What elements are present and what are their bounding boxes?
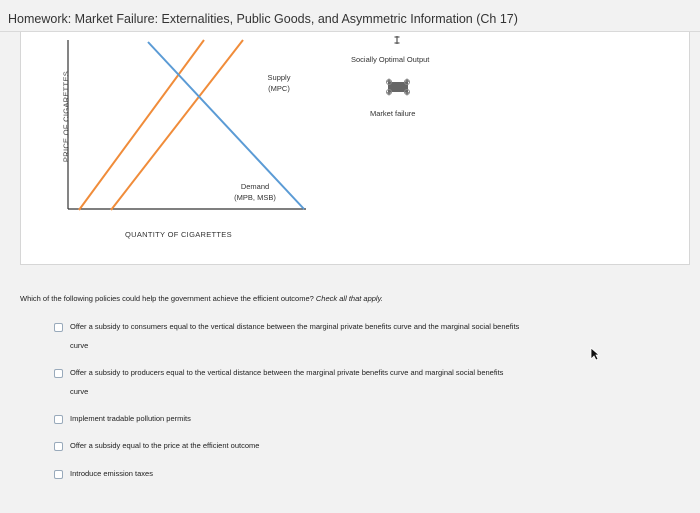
supply-curve-social[interactable] (79, 40, 204, 210)
market-failure-icon[interactable] (385, 77, 411, 97)
socially-optimal-output-icon[interactable] (393, 36, 401, 44)
graph-panel (20, 32, 690, 265)
demand-curve-label (221, 181, 289, 203)
supply-label-line1: Supply (267, 73, 291, 82)
checkbox[interactable] (54, 369, 63, 378)
x-axis-label: QUANTITY OF CIGARETTES (125, 230, 232, 239)
socially-optimal-output-label: Socially Optimal Output (351, 55, 430, 64)
option-producer-subsidy[interactable] (54, 368, 503, 401)
option-label: Introduce emission taxes (70, 469, 153, 478)
option-label: Offer a subsidy equal to the price at the efficient outcome (70, 441, 260, 450)
demand-label-line2: (MPB, MSB) (234, 193, 276, 202)
demand-label-line1: Demand (240, 182, 270, 191)
option-label: Implement tradable pollution permits (70, 414, 191, 423)
option-label-line2: curve (70, 341, 89, 350)
checkbox[interactable] (54, 323, 63, 332)
option-label (70, 363, 503, 401)
option-emission-taxes[interactable] (54, 469, 153, 483)
option-label-line2: curve (70, 387, 89, 396)
option-label (70, 317, 519, 355)
market-failure-label: Market failure (370, 109, 416, 118)
supply-label-line2: (MPC) (268, 84, 290, 93)
question-prompt (20, 294, 383, 303)
page-title: Homework: Market Failure: Externalities, Public Goods, and Asymmetric Information (Ch 17) (8, 12, 518, 26)
checkbox[interactable] (54, 470, 63, 479)
option-subsidy-efficient-price[interactable] (54, 441, 259, 455)
option-consumer-subsidy[interactable] (54, 322, 519, 355)
checkbox[interactable] (54, 415, 63, 424)
y-axis-label: PRICE OF CIGARETTES (61, 70, 71, 163)
graph-canvas (21, 32, 689, 264)
question-instruction: Check all that apply. (315, 294, 383, 303)
mouse-cursor-icon (590, 347, 600, 361)
supply-curve-label (259, 72, 299, 94)
option-label-line1: Offer a subsidy to consumers equal to the vertical distance between the marginal private benefits curve and the marginal social benefits (70, 322, 520, 331)
question-text: Which of the following policies could help the government achieve the efficient outcome? (20, 294, 314, 303)
option-tradable-permits[interactable] (54, 414, 191, 428)
option-label-line1: Offer a subsidy to producers equal to the vertical distance between the marginal private benefits curve and marginal social benefits (70, 368, 504, 377)
checkbox[interactable] (54, 442, 63, 451)
